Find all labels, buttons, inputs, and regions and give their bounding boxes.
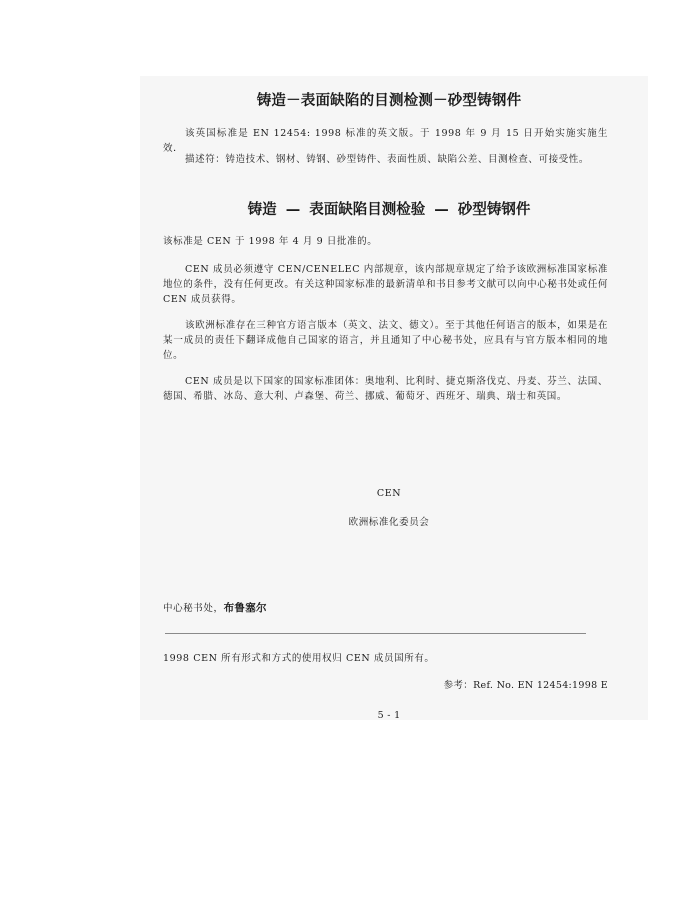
org-full-name: 欧洲标准化委员会	[348, 517, 430, 528]
official-languages-paragraph: 该欧洲标准存在三种官方语言版本（英文、法文、德文）。至于其他任何语言的版本，如果是在某一成员的责任下翻译成他自己国家的语言，并且通知了中心秘书处，应具有与官方版本相同的地位。	[163, 320, 608, 361]
org-short-name: CEN	[376, 488, 402, 499]
document-title-cen: 铸造 — 表面缺陷目测检验 — 砂型铸钢件	[247, 202, 531, 218]
secretariat-line	[163, 596, 267, 616]
cen-members-list-paragraph: CEN 成员是以下国家的国家标准团体：奥地利、比利时、捷克斯洛伐克、丹麦、芬兰、法国、德国、希腊、冰岛、意大利、卢森堡、荷兰、挪威、葡萄牙、西班牙、瑞典、瑞士和英国。	[163, 376, 608, 402]
secretariat-label: 中心秘书处，	[163, 603, 224, 614]
document-title-cn: 铸造－表面缺陷的目测检测－砂型铸钢件	[256, 93, 522, 109]
separator-rule	[165, 633, 586, 634]
page-number: 5 - 1	[377, 710, 401, 721]
cen-members-rules-paragraph: CEN 成员必须遵守 CEN/CENELEC 内部规章，该内部规章规定了给予该欧洲标准国家标准地位的条件，没有任何更改。有关这种国家标准的最新清单和书目参考文献可以向中心秘书处或任何 CEN 成员获得。	[163, 264, 608, 305]
secretariat-city: 布鲁塞尔	[223, 602, 267, 614]
approval-statement: 该标准是 CEN 于 1998 年 4 月 9 日批准的。	[163, 236, 378, 247]
descriptors-paragraph: 描述符：铸造技术、钢材、铸钢、砂型铸件、表面性质、缺陷公差、目测检查、可接受性。	[185, 154, 590, 165]
copyright-notice: 1998 CEN 所有形式和方式的使用权归 CEN 成员国所有。	[163, 653, 435, 664]
reference-number: 参考：Ref. No. EN 12454:1998 E	[443, 680, 608, 691]
intro-paragraph: 该英国标准是 EN 12454: 1998 标准的英文版。于 1998 年 9 月 15 日开始实施实施生效．	[163, 128, 608, 154]
